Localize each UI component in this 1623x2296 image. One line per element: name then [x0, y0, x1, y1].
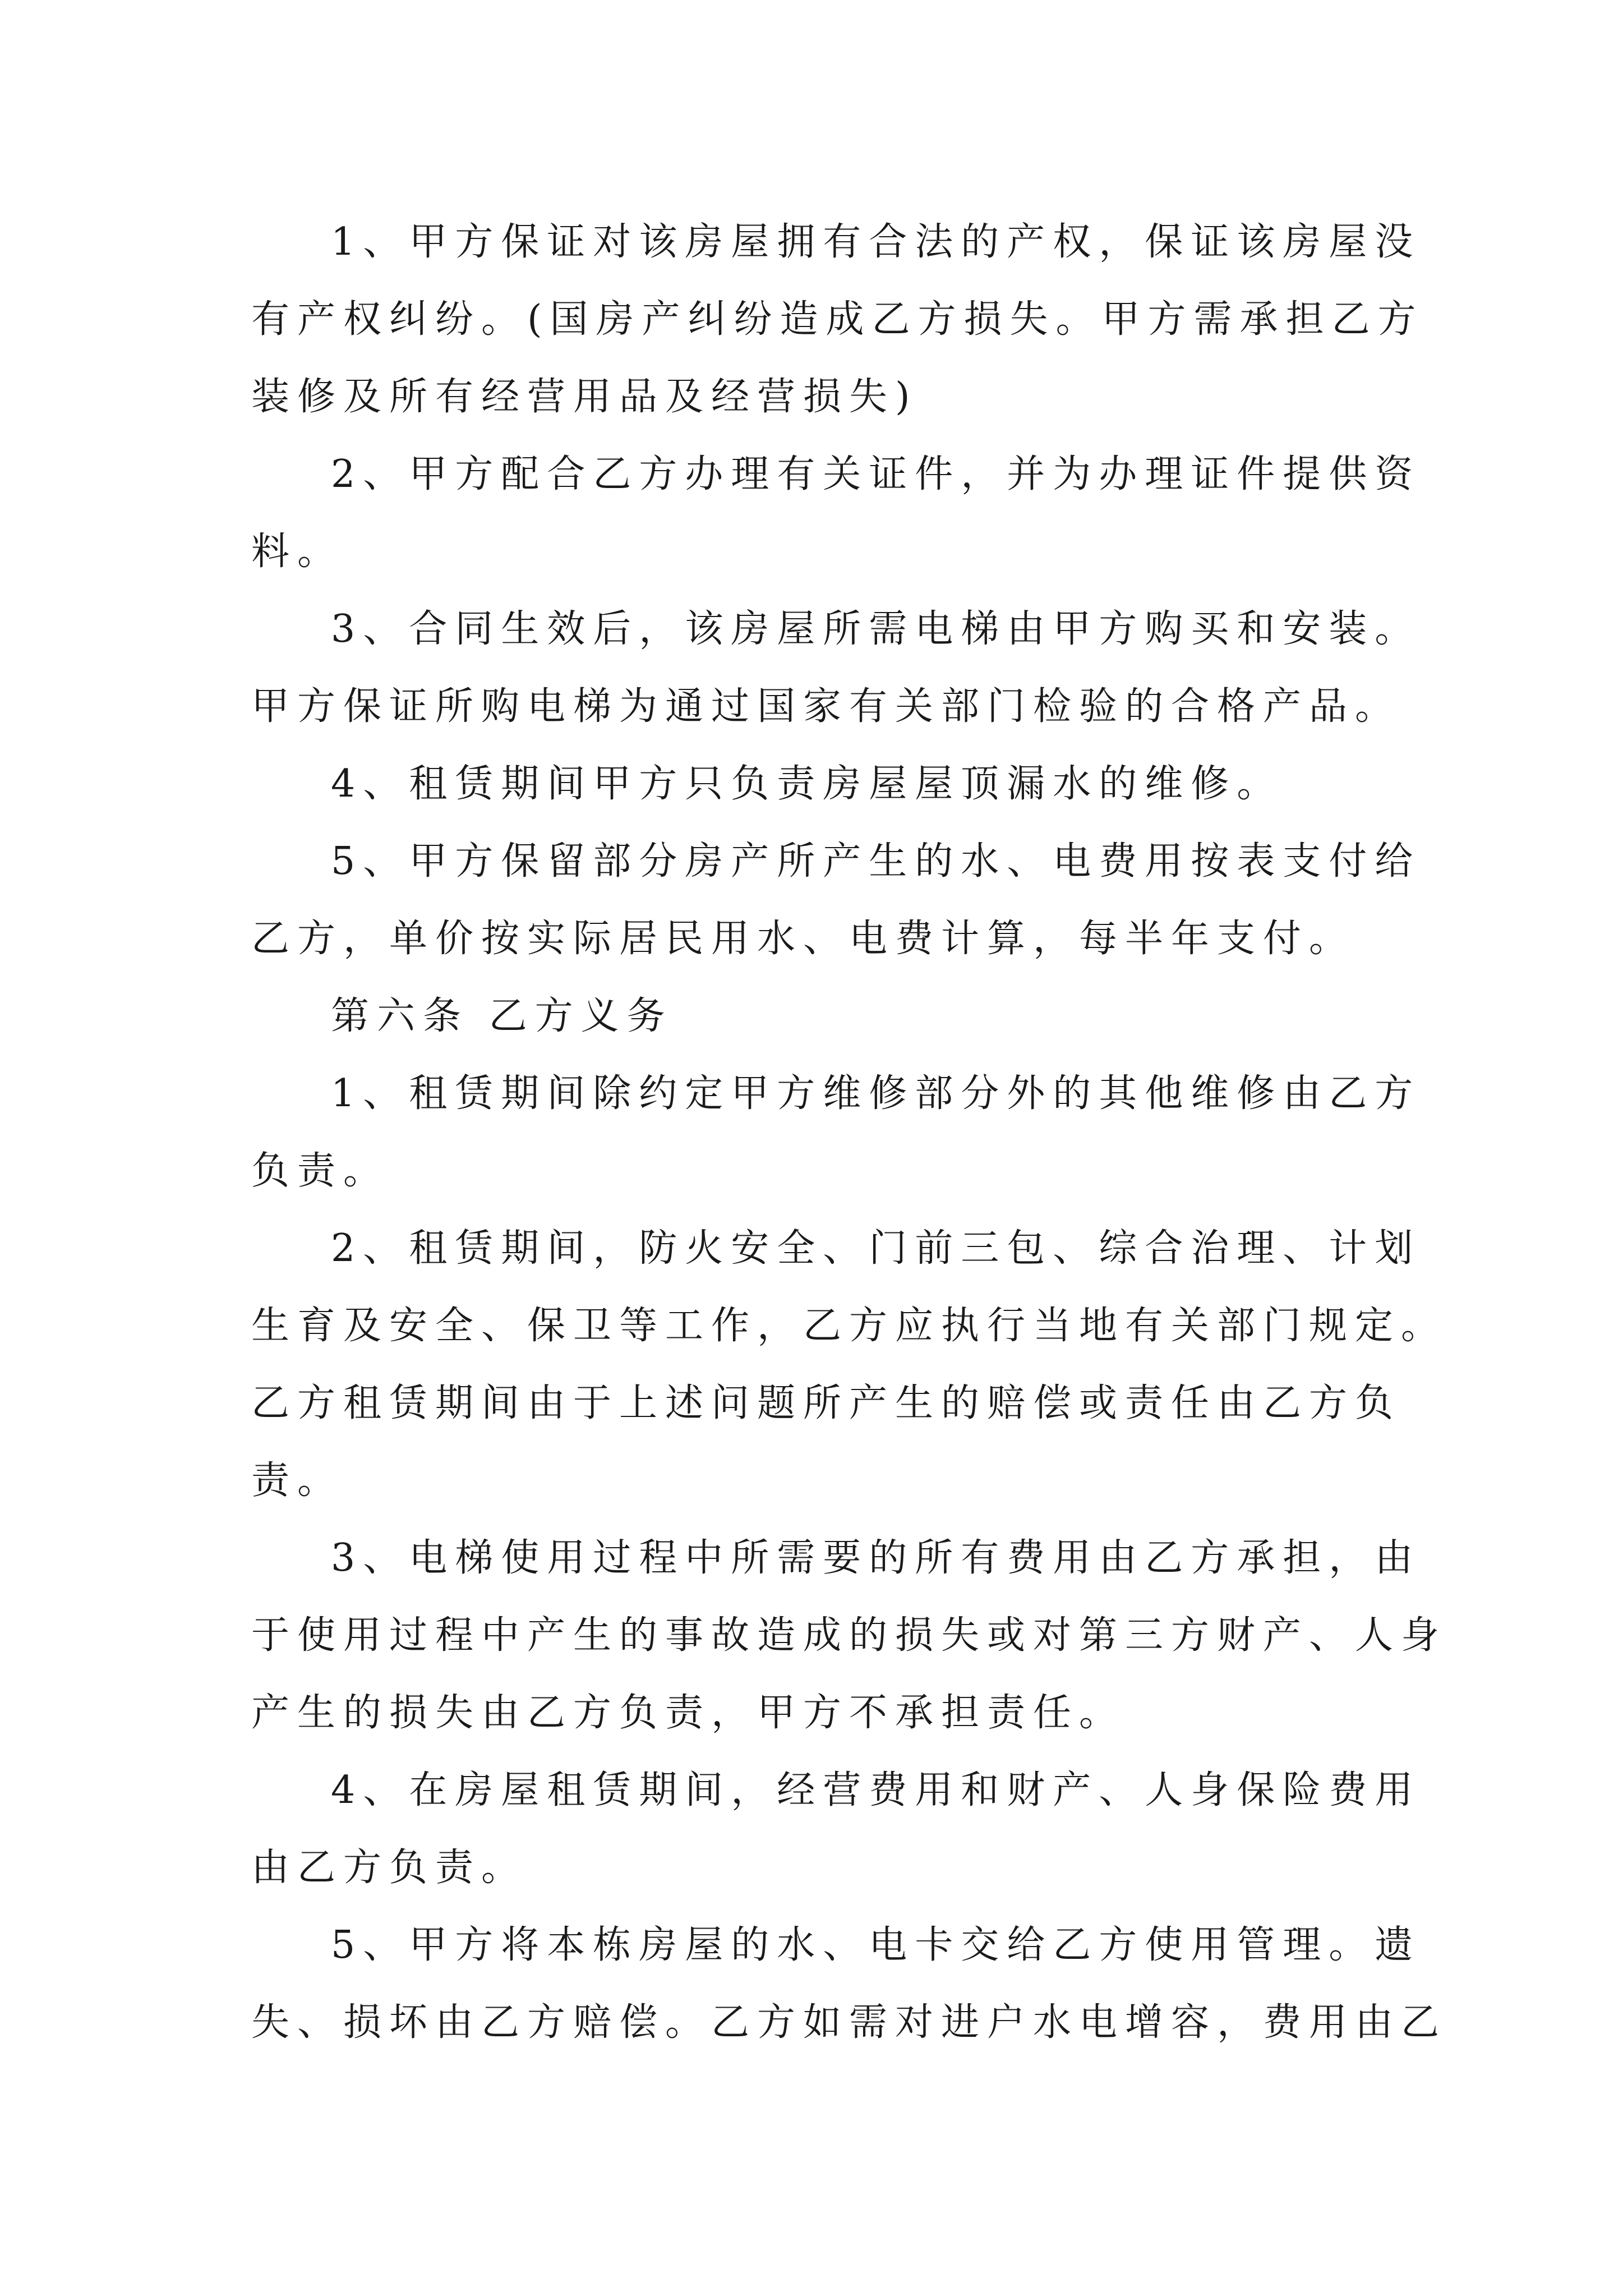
text-line: 3、合同生效后，该房屋所需电梯由甲方购买和安装。	[331, 607, 1421, 651]
text-line: 5、甲方保留部分房产所产生的水、电费用按表支付给	[331, 839, 1421, 884]
text-line: 于使用过程中产生的事故造成的损失或对第三方财产、人身	[251, 1613, 1447, 1658]
text-line: 1、甲方保证对该房屋拥有合法的产权，保证该房屋没	[331, 220, 1421, 264]
text-line: 5、甲方将本栋房屋的水、电卡交给乙方使用管理。遗	[331, 1923, 1421, 1967]
text-line: 2、租赁期间，防火安全、门前三包、综合治理、计划	[331, 1226, 1421, 1271]
text-line: 甲方保证所购电梯为通过国家有关部门检验的合格产品。	[251, 684, 1401, 729]
text-line: 装修及所有经营用品及经营损失)	[251, 375, 918, 419]
text-line: 由乙方负责。	[251, 1846, 528, 1890]
text-line: 1、租赁期间除约定甲方维修部分外的其他维修由乙方	[331, 1071, 1421, 1116]
text-line: 4、在房屋租赁期间，经营费用和财产、人身保险费用	[331, 1768, 1421, 1812]
section-heading: 第六条 乙方义务	[331, 994, 673, 1038]
text-line: 产生的损失由乙方负责，甲方不承担责任。	[251, 1691, 1126, 1735]
text-line: 乙方，单价按实际居民用水、电费计算，每半年支付。	[251, 917, 1355, 961]
text-line: 失、损坏由乙方赔偿。乙方如需对进户水电增容，费用由乙	[251, 2000, 1447, 2045]
text-line: 生育及安全、保卫等工作，乙方应执行当地有关部门规定。	[251, 1304, 1447, 1348]
text-line: 负责。	[251, 1149, 390, 1193]
text-line: 2、甲方配合乙方办理有关证件，并为办理证件提供资	[331, 452, 1421, 496]
text-line: 有产权纠纷。(国房产纠纷造成乙方损失。甲方需承担乙方	[251, 297, 1424, 342]
text-line: 乙方租赁期间由于上述问题所产生的赔偿或责任由乙方负	[251, 1381, 1401, 1425]
text-line: 料。	[251, 530, 344, 574]
text-line: 责。	[251, 1458, 344, 1503]
text-line: 4、租赁期间甲方只负责房屋屋顶漏水的维修。	[331, 762, 1283, 806]
text-line: 3、电梯使用过程中所需要的所有费用由乙方承担，由	[331, 1536, 1421, 1580]
